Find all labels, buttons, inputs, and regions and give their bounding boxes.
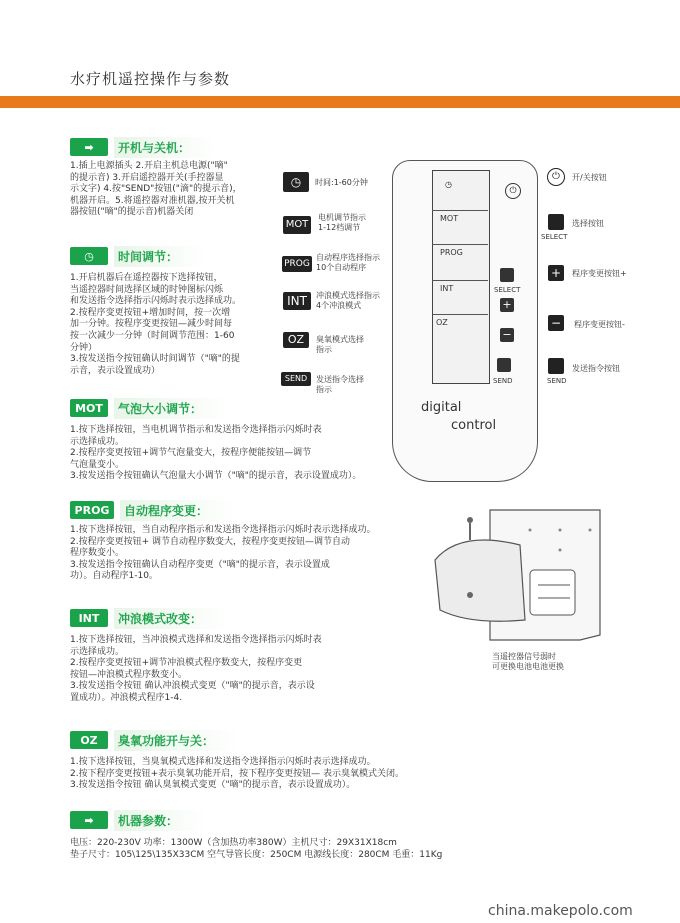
- legend-minus: 程序变更按钮-: [574, 320, 625, 329]
- section-time-body: 1.开启机器后在遥控器按下选择按钮， 当遥控器时间选择区域的时钟图标闪烁 和发送指令选择指示闪烁时表示选择成功。 2.按程序变更按钮+增加时间，按一次增 加一分钟。按程序变更按钮—减少时间每 按一次减少一分钟（时间调节范围：1-60 分钟） 3.按发送指令按钮确认时间调节（"嘀"的提 示音，表示设置成功）: [70, 273, 242, 376]
- section-title: 自动程序变更：: [120, 500, 236, 521]
- legend-send-sub: SEND: [547, 377, 567, 385]
- section-title: 开机与关机：: [114, 137, 218, 158]
- section-time-header: [70, 246, 206, 266]
- mot-badge: MOT: [70, 399, 108, 417]
- section-power-body: 1.插上电源插头 2.开启主机总电源("嘀" 的提示音) 3.开启遥控器开关(手控器显 示文字) 4.按"SEND"按钮("滴"的提示音)， 机器开启。5.将遥控器对准机器,按开关机 器按钮("嘀"的提示音)机器关闭: [70, 161, 242, 218]
- legend-time: 时间:1-60分钟: [315, 178, 368, 187]
- plus-icon: +: [548, 265, 564, 281]
- section-params-header: [70, 810, 206, 830]
- legend-select: 选择按钮: [572, 219, 604, 228]
- prog-icon: PROG: [282, 256, 312, 272]
- select-button[interactable]: [500, 268, 514, 282]
- send-icon: [548, 358, 564, 374]
- section-power-header: [70, 137, 218, 157]
- legend-send: 发送指令选择 指示: [316, 375, 364, 394]
- section-title: 冲浪模式改变：: [114, 608, 230, 629]
- lcd-clock-icon: ◷: [445, 180, 452, 189]
- lcd-cell-prog: PROG: [432, 244, 488, 281]
- legend-select-sub: SELECT: [541, 233, 568, 241]
- send-button[interactable]: [497, 358, 511, 372]
- prog-badge: PROG: [70, 501, 114, 519]
- arrow-icon: ➡: [70, 138, 108, 156]
- lcd-cell: [432, 170, 488, 211]
- plus-button[interactable]: +: [500, 298, 514, 312]
- minus-icon: −: [548, 315, 564, 331]
- select-label: SELECT: [494, 286, 521, 294]
- section-params-body: 电压：220-230V 功率：1300W（含加热功率380W）主机尺寸：29X31X18cm 垫子尺寸：105\125\135X33CM 空气导管长度：250CM 电源线长度：280CM 毛重：11Kg: [70, 838, 443, 860]
- brand-line1: digital: [421, 400, 462, 415]
- lcd-cell-oz: OZ: [436, 318, 448, 327]
- clock-icon: ◷: [283, 172, 309, 192]
- send-label: SEND: [493, 377, 513, 385]
- section-title: 时间调节：: [114, 246, 206, 267]
- legend-int: 冲浪模式选择指示 4个冲浪模式: [316, 291, 380, 310]
- select-icon: [548, 214, 564, 230]
- legend-power: 开/关按钮: [572, 173, 607, 182]
- oz-icon: OZ: [283, 332, 309, 348]
- int-icon: INT: [283, 292, 311, 310]
- lcd-cell-mot: MOT: [432, 210, 488, 245]
- section-bubble-header: [70, 398, 230, 418]
- battery-diagram: [430, 500, 630, 650]
- power-button[interactable]: ⏻: [505, 183, 521, 199]
- minus-button[interactable]: −: [500, 328, 514, 342]
- section-ozone-header: [70, 730, 242, 750]
- legend-oz: 臭氧模式选择 指示: [316, 335, 364, 354]
- section-bubble-body: 1.按下选择按钮，当电机调节指示和发送指令选择指示闪烁时表 示选择成功。 2.按程序变更按钮+调节气泡量变大，按程序便能按钮—调节 气泡量变小。 3.按发送指令按钮确认气泡量大小调节（"嘀"的提示音，表示设置成功）。: [70, 425, 362, 482]
- int-badge: INT: [70, 609, 108, 627]
- section-title: 臭氧功能开与关：: [114, 730, 242, 751]
- watermark: china.makepolo.com: [488, 903, 633, 919]
- brand-line2: control: [451, 418, 497, 433]
- oz-badge: OZ: [70, 731, 108, 749]
- section-surf-header: [70, 608, 230, 628]
- section-title: 气泡大小调节：: [114, 398, 230, 419]
- clock-icon: ◷: [70, 247, 108, 265]
- mot-icon: MOT: [283, 216, 311, 234]
- arrow-icon: ➡: [70, 811, 108, 829]
- legend-mot: 电机调节指示 1-12档调节: [318, 213, 366, 232]
- page-title: 水疗机遥控操作与参数: [70, 70, 231, 88]
- section-ozone-body: 1.按下选择按钮，当臭氧模式选择和发送指令选择指示闪烁时表示选择成功。 2.按下程序变更按钮+表示臭氧功能开启，按下程序变更按钮— 表示臭氧模式关闭。 3.按发送指令按钮 确认臭氧模式变更（"嘀"的提示音，表示设置成功）。: [70, 757, 404, 791]
- battery-note: 当遥控器信号弱时 可更换电池电池更换: [492, 652, 564, 671]
- lcd-cell-int: INT: [432, 280, 488, 315]
- legend-send-button: 发送指令按钮: [572, 364, 620, 373]
- section-program-body: 1.按下选择按钮，当自动程序指示和发送指令选择指示闪烁时表示选择成功。 2.按程序变更按钮+ 调节自动程序数变大，按程序变更按钮—调节自动 程序数变小。 3.按发送指令按钮确认自动程序变更（"嘀"的提示音，表示设置成 功）。自动程序1-10。: [70, 525, 376, 582]
- section-surf-body: 1.按下选择按钮，当冲浪模式选择和发送指令选择指示闪烁时表 示选择成功。 2.按程序变更按钮+调节冲浪模式程序数变大，按程序变更 按钮—冲浪模式程序数变小。 3.按发送指令按钮 确认冲浪模式变更（"嘀"的提示音，表示设 置成功）。冲浪模式程序1-4.: [70, 635, 322, 703]
- section-title: 机器参数：: [114, 810, 206, 831]
- power-icon: ⏻: [547, 168, 565, 186]
- section-program-header: [70, 500, 236, 520]
- legend-prog: 自动程序选择指示 10个自动程序: [316, 253, 380, 272]
- send-icon: SEND: [281, 372, 311, 386]
- header-bar: [0, 96, 680, 108]
- legend-plus: 程序变更按钮+: [572, 269, 627, 278]
